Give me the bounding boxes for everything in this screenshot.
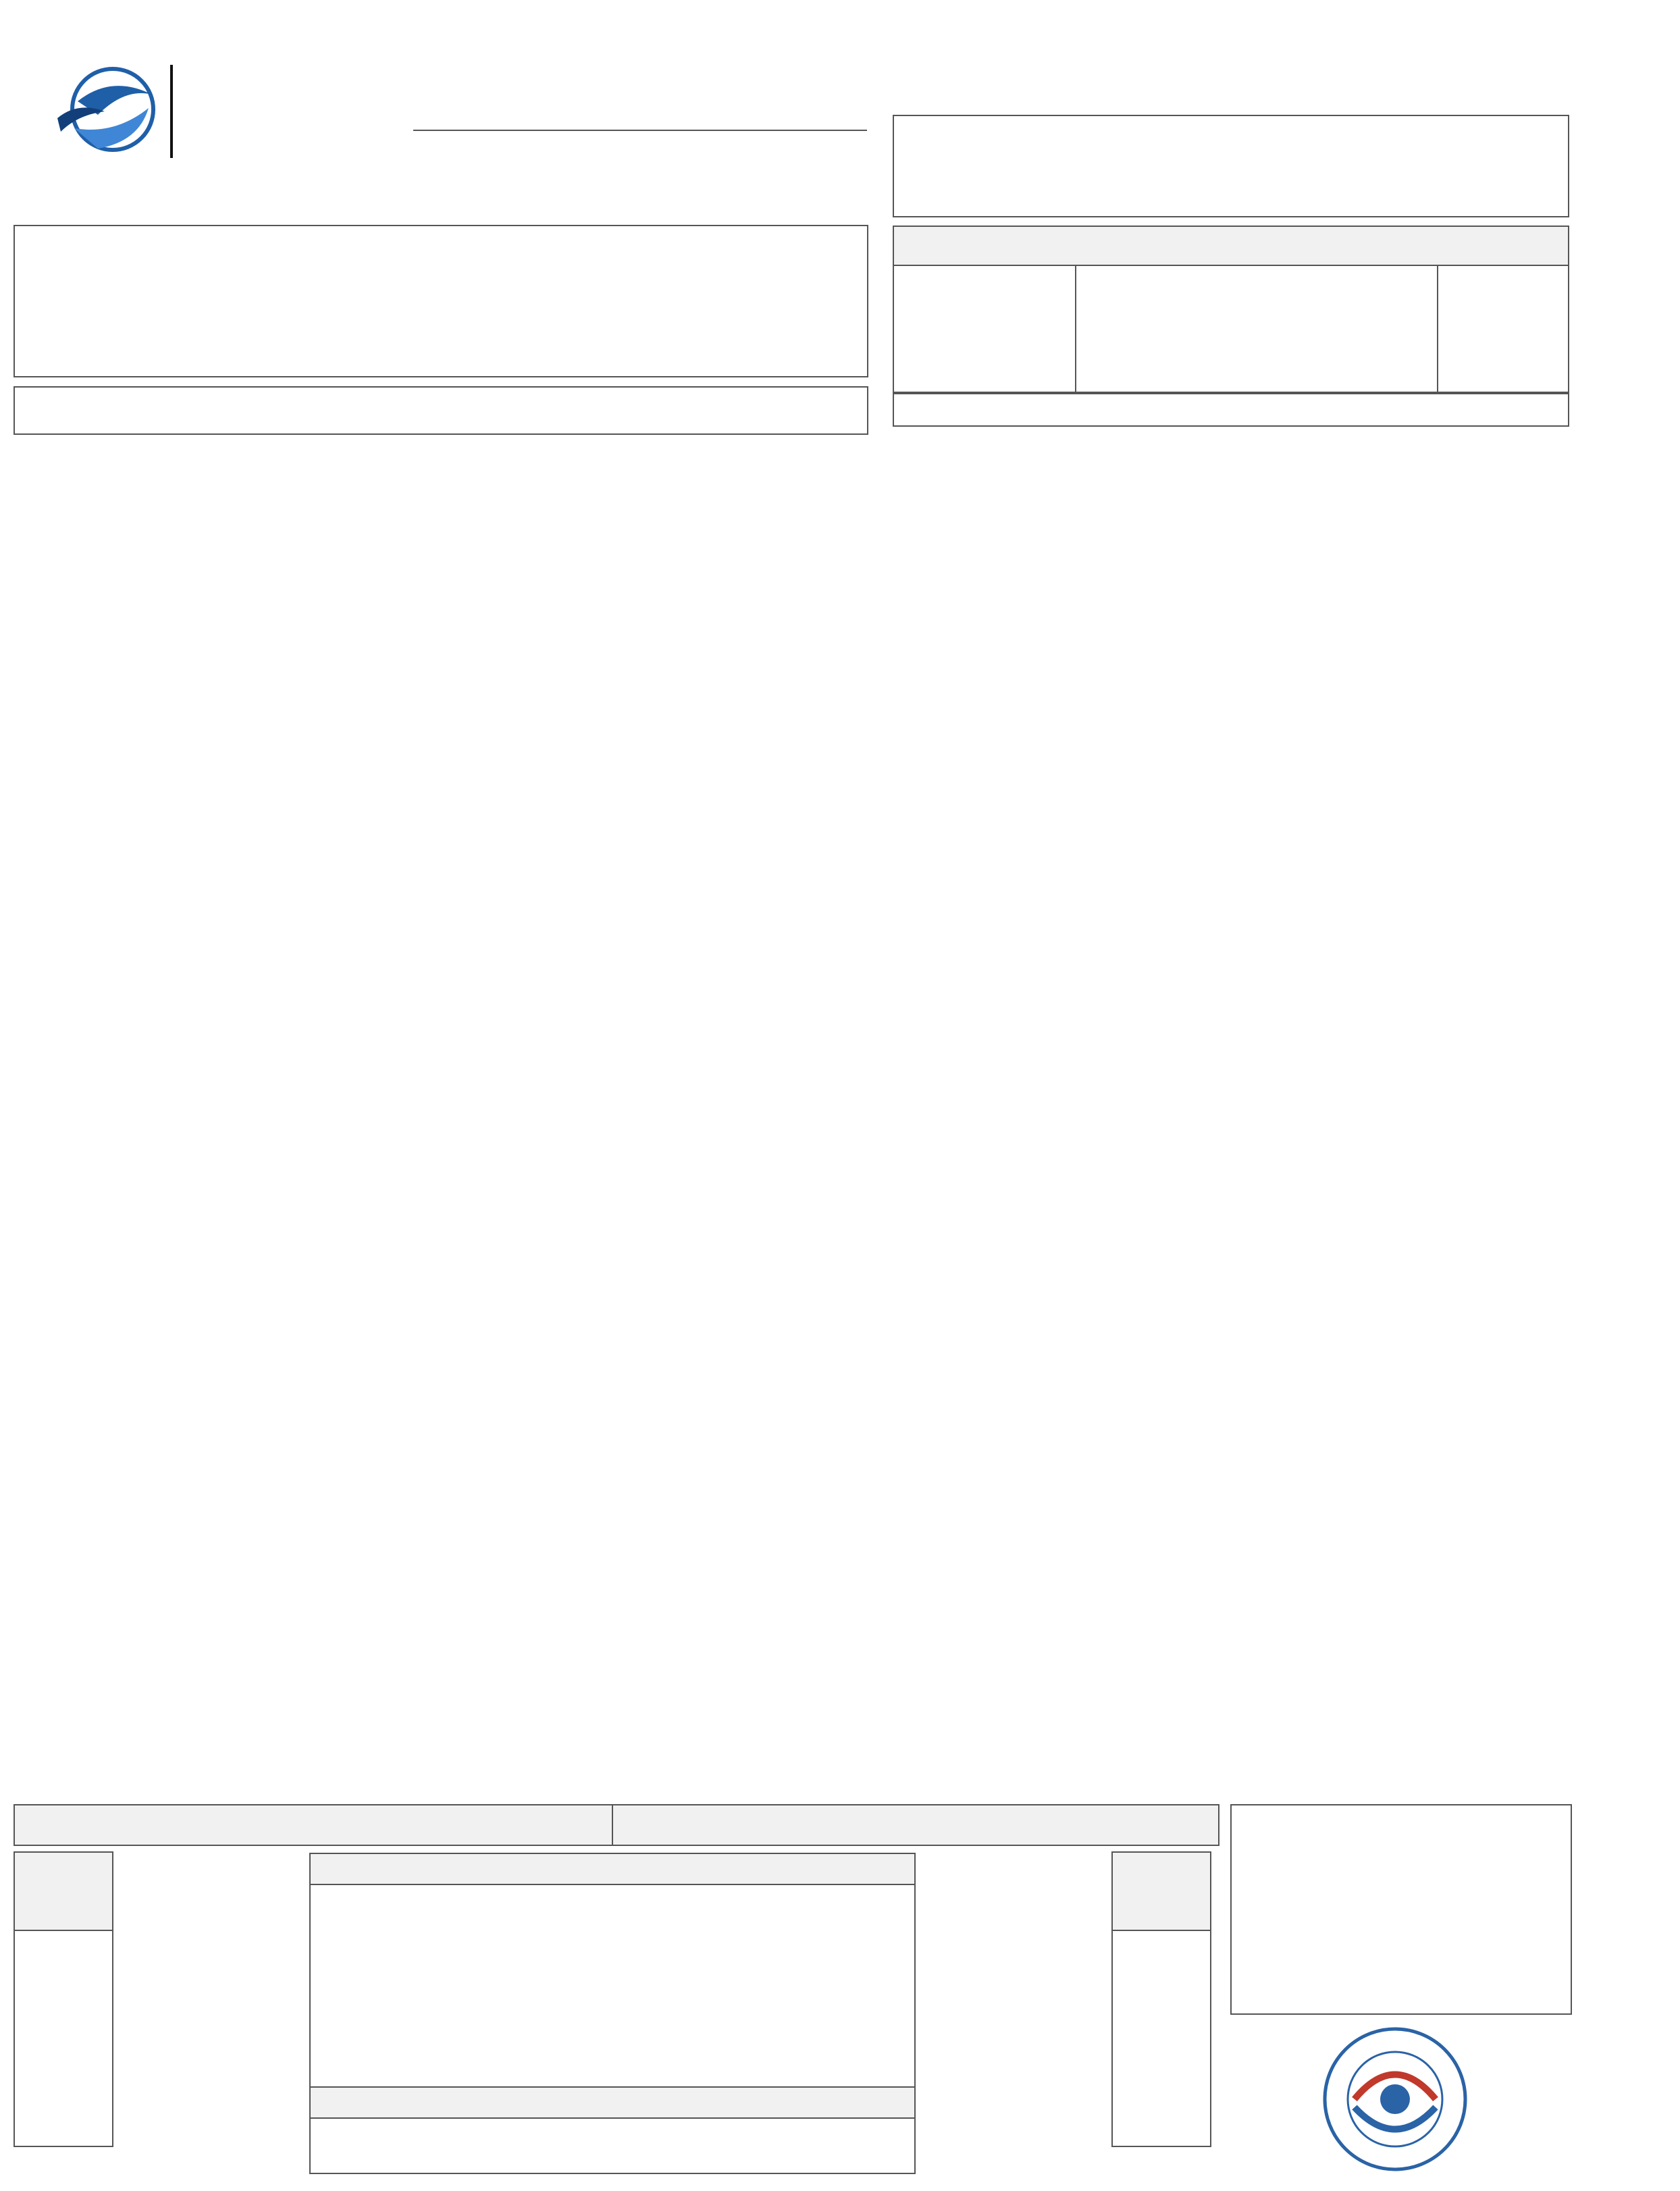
- left-reception-summary: [124, 1873, 300, 2157]
- summary-left-team: [14, 1804, 613, 1846]
- kill-title-bar: [309, 1853, 916, 1885]
- legend-box: [1230, 1804, 1572, 2015]
- summary-right-team: [612, 1804, 1219, 1846]
- right-rot-body: [1111, 1930, 1211, 2147]
- bva-logo: [51, 61, 165, 162]
- logo-divider: [170, 65, 173, 158]
- dig-title-bar: [309, 2086, 916, 2119]
- left-rot-body: [14, 1930, 113, 2147]
- right-reception-summary: [924, 1873, 1099, 2157]
- result-box: [893, 115, 1569, 217]
- match-info-box: [14, 225, 868, 377]
- sets-body: [893, 265, 1569, 393]
- team-table-serbia: [0, 451, 1680, 1106]
- kill-on-reception-box: [309, 1853, 916, 2088]
- sets-header-row: [893, 226, 1569, 266]
- right-rot-header: [1111, 1851, 1211, 1931]
- referees-box: [14, 386, 868, 435]
- volleyball-federation-seal: [1307, 2023, 1483, 2175]
- sets-total-row: [893, 393, 1569, 427]
- team-table-greece: [0, 1129, 1680, 1784]
- left-rot-header: [14, 1851, 113, 1931]
